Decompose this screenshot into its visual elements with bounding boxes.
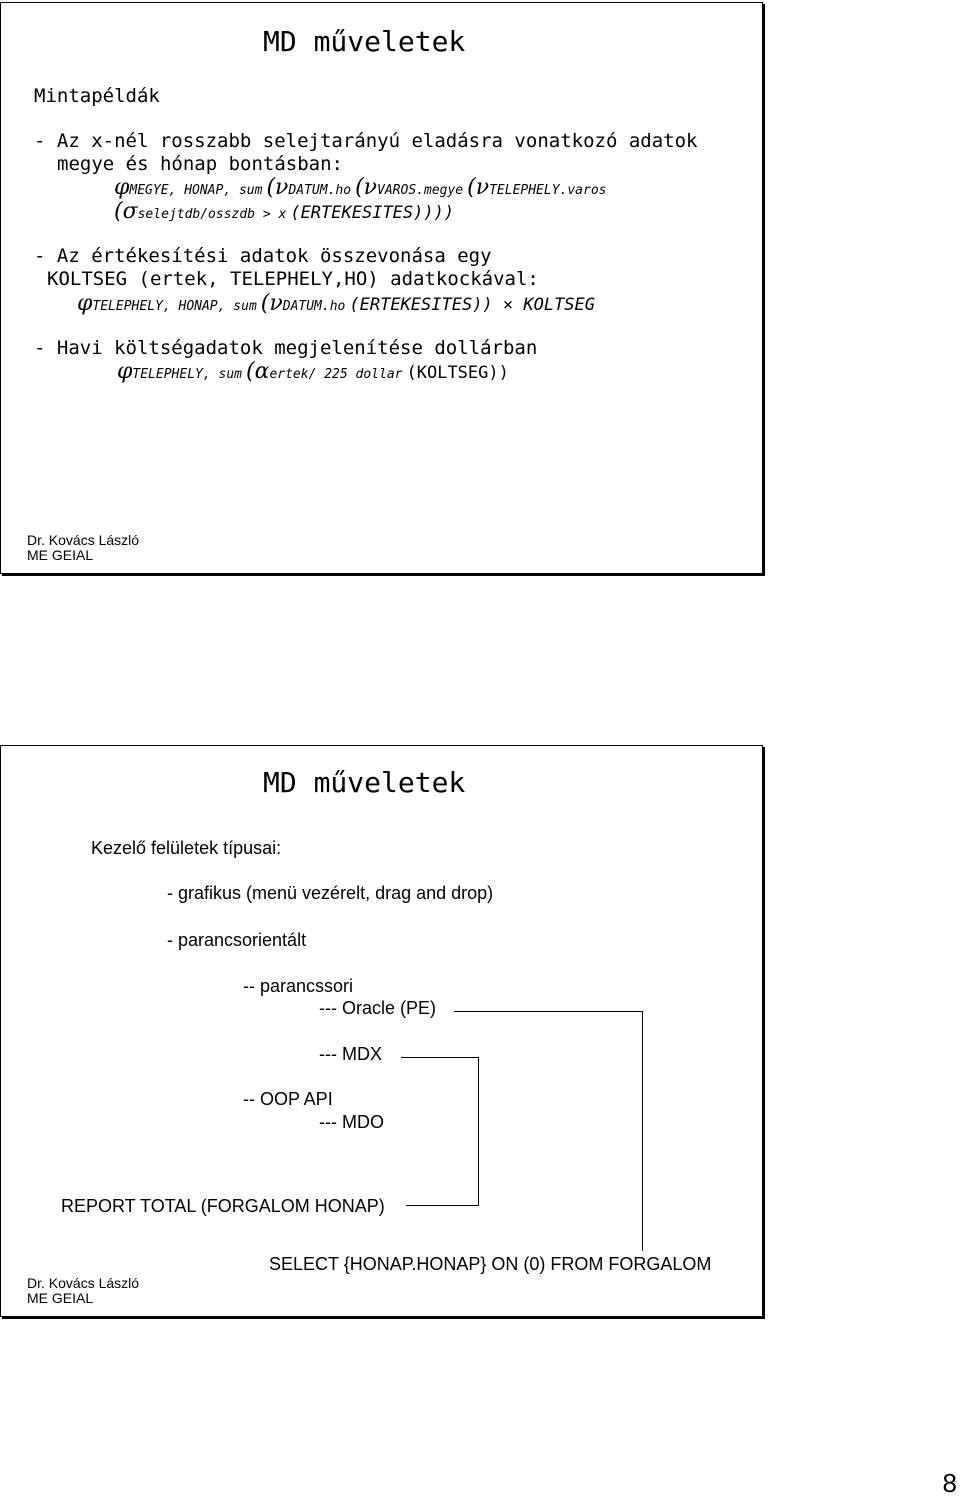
- slide-2: [0, 745, 763, 1317]
- formula-3: [117, 359, 509, 384]
- phi-symbol: φ: [117, 359, 133, 384]
- example-report-total: REPORT TOTAL (FORGALOM HONAP): [61, 1196, 385, 1216]
- phi-symbol: φ: [114, 175, 130, 200]
- footer: [27, 533, 139, 563]
- footer-org: ME GEIAL: [27, 1290, 94, 1306]
- slide-subtitle: Mintapéldák: [34, 85, 160, 107]
- connector-oracle-horizontal: [454, 1011, 643, 1012]
- nu-subscript: DATUM.ho: [288, 183, 352, 198]
- item-2-line-1: - Az értékesítési adatok összevonása egy: [34, 245, 492, 267]
- phi-subscript: TELEPHELY, HONAP, sum: [92, 299, 257, 314]
- footer: [27, 1276, 139, 1306]
- list-item-grafikus: - grafikus (menü vezérelt, drag and drop): [167, 883, 494, 903]
- nu-subscript: VAROS.megye: [377, 183, 464, 198]
- item-2-line-2: KOLTSEG (ertek, TELEPHELY,HO) adatkockával:: [47, 268, 539, 290]
- list-item-parancsorientalt: - parancsorientált: [167, 930, 307, 950]
- nu-subscript: DATUM.ho: [282, 299, 346, 314]
- page-number: 8: [942, 1468, 957, 1498]
- list-item-mdx: --- MDX: [319, 1044, 382, 1064]
- formula-tail: (KOLTSEG)): [406, 363, 509, 383]
- connector-mdx-horizontal: [401, 1057, 479, 1058]
- nu-symbol: (ν: [266, 175, 289, 200]
- alpha-subscript: ertek/ 225 dollar: [269, 367, 403, 382]
- formula-tail: (ERTEKESITES)) × KOLTSEG: [349, 295, 596, 315]
- nu-symbol: (ν: [355, 175, 378, 200]
- slide-title: MD műveletek: [263, 25, 466, 58]
- footer-author: Dr. Kovács László: [27, 1275, 140, 1291]
- slide-title: MD műveletek: [263, 766, 466, 799]
- sigma-subscript: selejtdb/osszdb > x: [137, 207, 287, 222]
- phi-symbol: φ: [77, 291, 93, 316]
- connector-mdx-vertical: [478, 1057, 479, 1205]
- formula-1-line-2: [114, 199, 454, 224]
- nu-subscript: TELEPHELY.varos: [489, 183, 607, 198]
- item-1-line-2: megye és hónap bontásban:: [57, 153, 343, 175]
- connector-report-horizontal: [406, 1205, 479, 1206]
- sigma-symbol: (σ: [114, 199, 138, 224]
- footer-org: ME GEIAL: [27, 547, 94, 563]
- connector-oracle-vertical: [642, 1011, 643, 1251]
- footer-author: Dr. Kovács László: [27, 532, 140, 548]
- alpha-symbol: (α: [245, 359, 270, 384]
- example-select: SELECT {HONAP.HONAP} ON (0) FROM FORGALOM: [269, 1254, 712, 1274]
- list-item-parancssori: -- parancssori: [243, 976, 354, 996]
- nu-symbol: (ν: [467, 175, 490, 200]
- list-item-mdo: --- MDO: [319, 1112, 384, 1132]
- list-item-oop-api: -- OOP API: [243, 1089, 333, 1109]
- slide-1: [0, 2, 763, 574]
- formula-tail: (ERTEKESITES)))): [290, 203, 455, 223]
- formula-1-line-1: [114, 175, 607, 200]
- item-1-line-1: - Az x-nél rosszabb selejtarányú eladásra vonatkozó adatok: [34, 130, 698, 152]
- phi-subscript: TELEPHELY, sum: [132, 367, 242, 382]
- item-3-line-1: - Havi költségadatok megjelenítése dollárban: [34, 337, 538, 359]
- formula-2: [77, 291, 595, 316]
- phi-subscript: MEGYE, HONAP, sum: [129, 183, 263, 198]
- nu-symbol: (ν: [260, 291, 283, 316]
- slide-heading: Kezelő felületek típusai:: [91, 838, 282, 858]
- list-item-oracle: --- Oracle (PE): [319, 998, 436, 1018]
